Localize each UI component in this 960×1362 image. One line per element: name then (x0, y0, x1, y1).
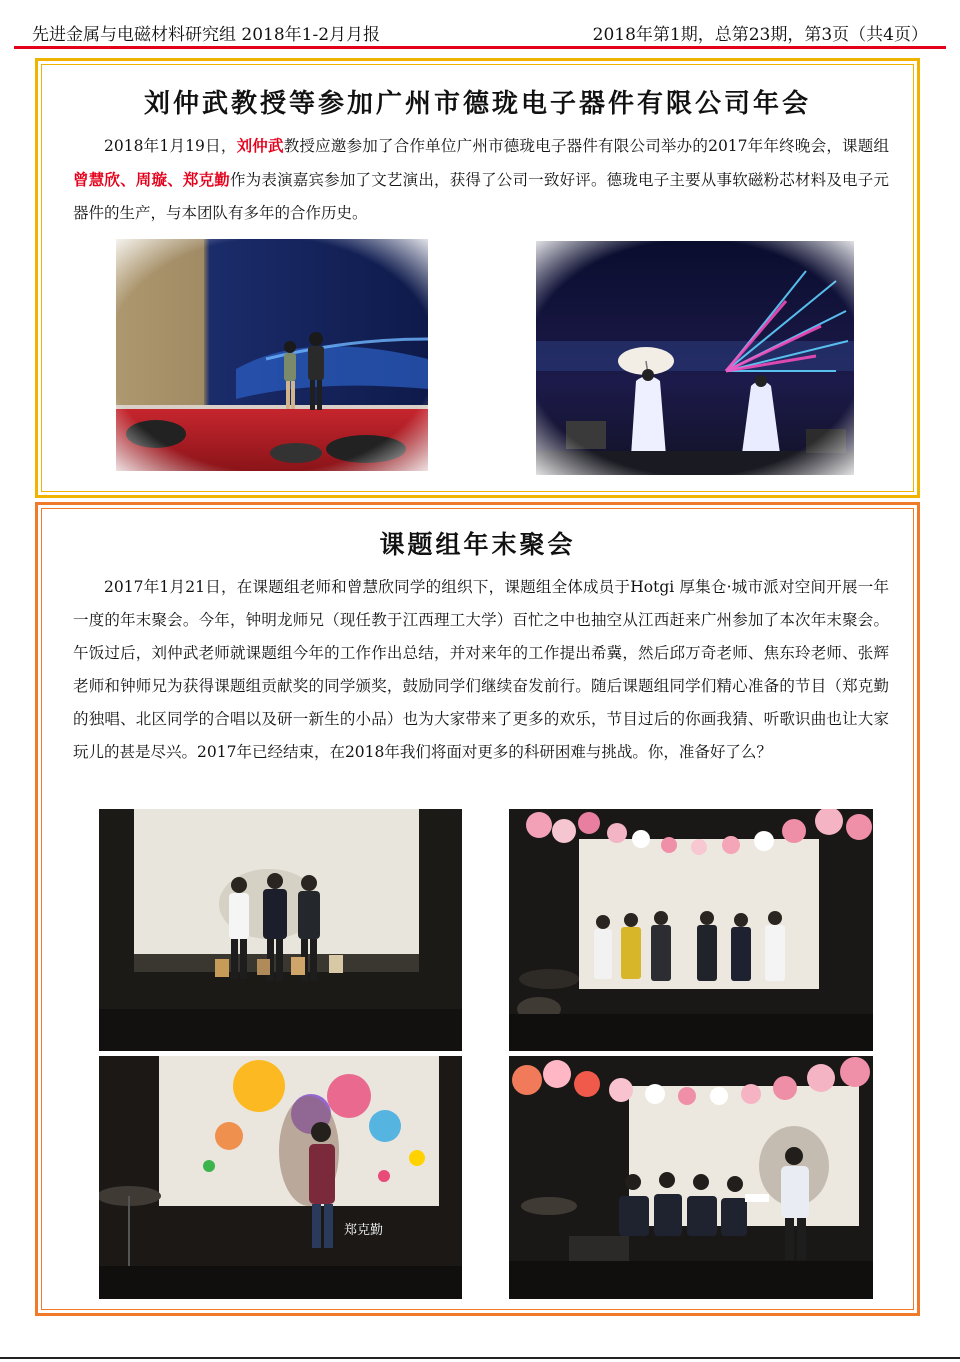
photo-solo-singer (99, 1056, 462, 1299)
text-run: 2018年1月19日， (104, 137, 237, 155)
highlight-name: 周璇 (135, 170, 168, 189)
header-left-title: 先进金属与电磁材料研究组 2018年1-2月月报 (32, 25, 381, 45)
header-rule (14, 46, 946, 49)
section-year-end-party (35, 502, 920, 1316)
highlight-name: 刘仲武 (236, 136, 284, 155)
section2-title: 课题组年末聚会 (379, 530, 576, 559)
screen-caption: 郑克勤 (344, 1223, 384, 1238)
text-run: 作为表演嘉宾参加了文艺演出，获得了公司一致好评。德珑电子主要从事软磁粉芯材料及电子元器件的生产，与本团队有多年的合作历史。 (73, 171, 889, 222)
text-run: 、 (167, 170, 183, 189)
photo-award-three (99, 809, 462, 1051)
photo-award-group (509, 809, 873, 1051)
section2-paragraph: 2017年1月21日，在课题组老师和曾慧欣同学的组织下，课题组全体成员于Hotgi 厚集仓·城市派对空间开展一年一度的年末聚会。今年，钟明龙师兄（现任教于江西理工大学）百忙之中也抽空从江西赶来广州参加了本次年末聚会。午饭过后，刘仲武老师就课题组今年的工作作出总结，并对来年的工作提出希冀，然后邱万奇老师、焦东玲老师、张辉老师和钟师兄为获得课题组贡献奖的同学颁奖，鼓励同学们继续奋发前行。随后课题组同学们精心准备的节目（郑克勤的独唱、北区同学的合唱以及研一新生的小品）也为大家带来了更多的欢乐，节目过后的你画我猜、听歌识曲也让大家玩儿的甚是尽兴。2017年已经结束，在2018年我们将面对更多的科研困难与挑战。你，准备好了么？ (73, 578, 889, 761)
section1-title: 刘仲武教授等参加广州市德珑电子器件有限公司年会 (143, 89, 811, 119)
text-run: 教授应邀参加了合作单位广州市德珑电子器件有限公司举办的2017年年终晚会，课题组 (283, 137, 889, 155)
text-run: 、 (120, 170, 136, 189)
photo-stage-duet (116, 239, 428, 471)
section1-paragraph (73, 129, 889, 230)
section-annual-meeting (35, 58, 920, 498)
highlight-name: 郑克勤 (182, 170, 230, 189)
page-header (22, 22, 938, 48)
highlight-name: 曾慧欣 (73, 170, 121, 189)
photo-stage-game (509, 1056, 873, 1299)
header-issue-info: 2018年第1期，总第23期，第3页（共4页） (592, 25, 928, 45)
photo-umbrella-dance (536, 241, 854, 475)
footer-rule (0, 1357, 960, 1359)
